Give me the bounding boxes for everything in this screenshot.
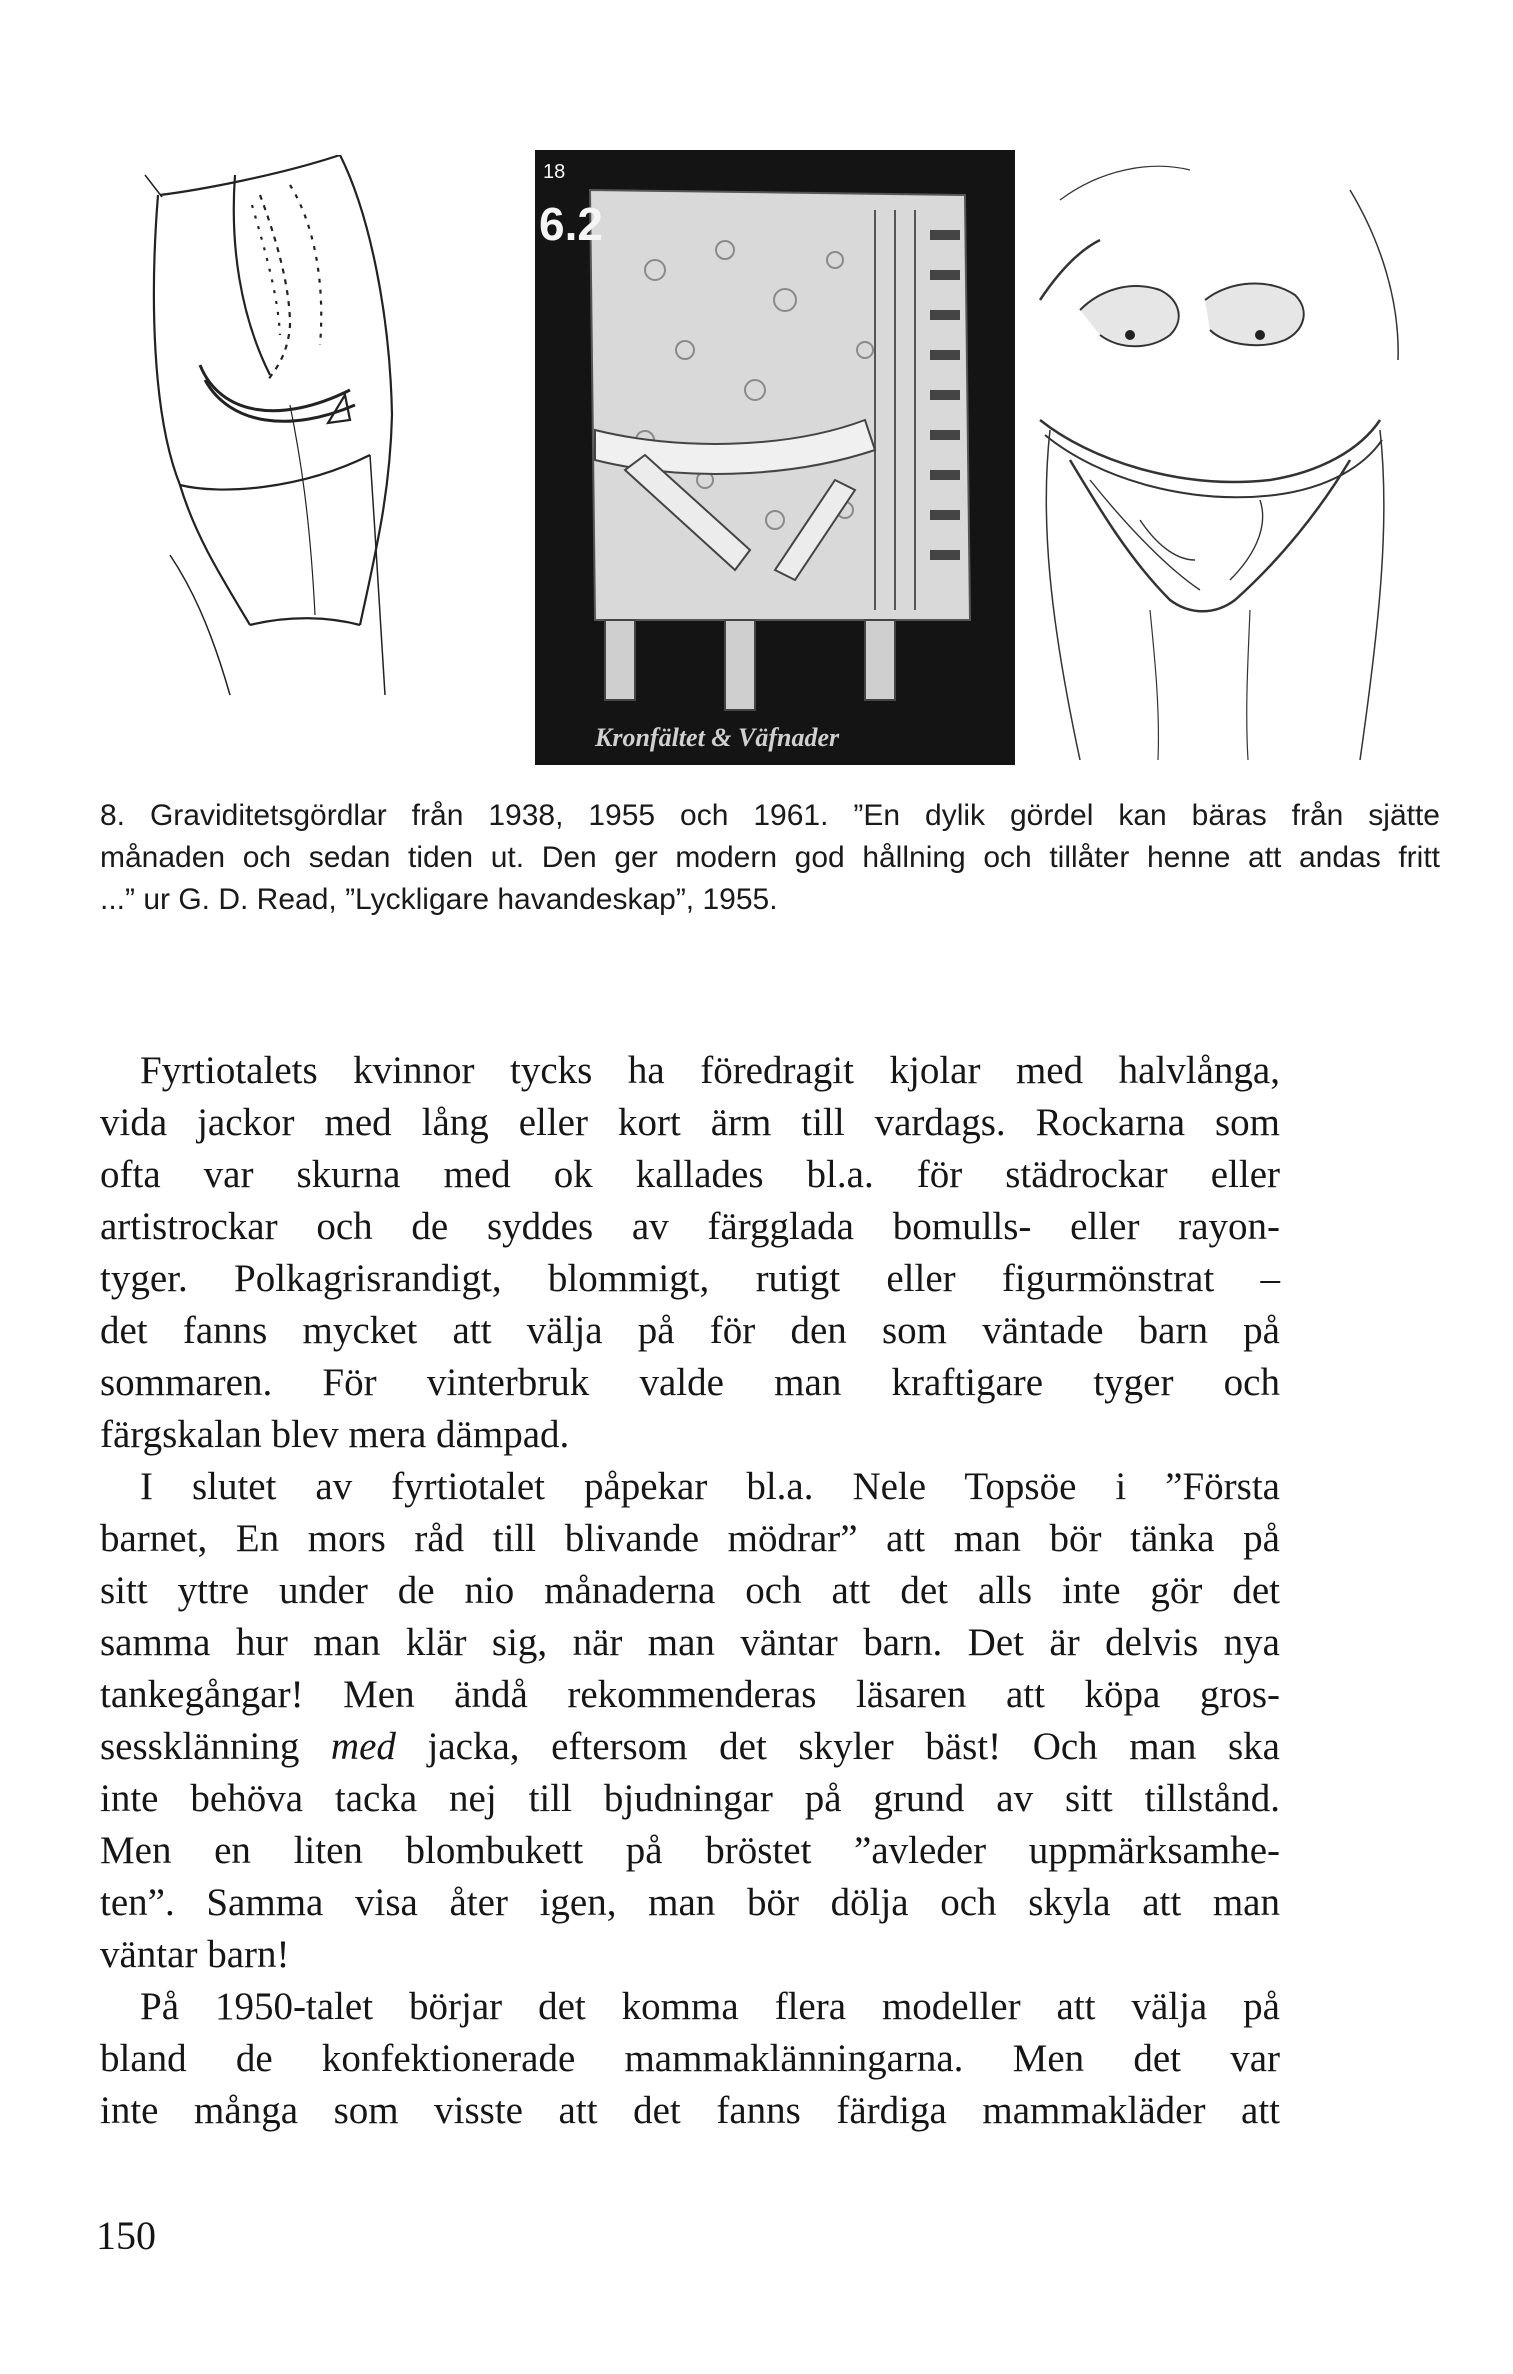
text-line: ten”. Samma visa åter igen, man bör dölja och skyla att man <box>100 1881 1280 1924</box>
text-segment: jacka, eftersom det skyler bäst! Och man ska <box>395 1725 1280 1768</box>
text-line: tyger. Polkagrisrandigt, blommigt, rutigt eller figurmönstrat – <box>100 1257 1280 1300</box>
body-text <box>100 1045 1280 2137</box>
text-line: väntar barn! <box>100 1933 290 1976</box>
girdle-1961-illustration <box>1020 160 1420 770</box>
text-line: På 1950-talet börjar det komma flera modeller att välja på <box>140 1985 1280 2028</box>
text-line: inte många som visste att det fanns färdiga mammakläder att <box>100 2089 1280 2132</box>
text-line: barnet, En mors råd till blivande mödrar” att man bör tänka på <box>100 1517 1280 1560</box>
text-line: sitt yttre under de nio månaderna och att det alls inte gör det <box>100 1569 1280 1612</box>
caption-line: månaden och sedan tiden ut. Den ger modern god hållning och tillåter henne att andas fritt <box>100 841 1440 874</box>
paragraph <box>100 1461 1280 1981</box>
center-image-brand: Kronfältet & Väfnader <box>595 723 840 752</box>
text-line: tankegångar! Men ändå rekommenderas läsaren att köpa gros- <box>100 1673 1280 1716</box>
text-line: Men en liten blombukett på bröstet ”avleder uppmärksamhe- <box>100 1829 1280 1872</box>
figure-caption <box>100 795 1440 921</box>
text-line: färgskalan blev mera dämpad. <box>100 1413 570 1456</box>
paragraph <box>100 1045 1280 1461</box>
page-number: 150 <box>96 2213 156 2258</box>
text-line: samma hur man klär sig, när man väntar barn. Det är delvis nya <box>100 1621 1280 1664</box>
text-line: sommaren. För vinterbruk valde man kraftigare tyger och <box>100 1361 1280 1404</box>
text-line: Fyrtiotalets kvinnor tycks ha föredragit kjolar med halvlånga, <box>140 1049 1280 1092</box>
text-line: artistrockar och de syddes av färgglada bomulls- eller rayon- <box>100 1205 1280 1248</box>
girdle-1955-illustration <box>535 150 1015 765</box>
text-line-with-italic <box>100 1721 1280 1773</box>
text-line: I slutet av fyrtiotalet påpekar bl.a. Nele Topsöe i ”Första <box>140 1465 1280 1508</box>
text-line: vida jackor med lång eller kort ärm till vardags. Rockarna som <box>100 1101 1280 1144</box>
center-image-price: 6.2 <box>539 198 603 250</box>
text-line: inte behöva tacka nej till bjudningar på grund av sitt tillstånd. <box>100 1777 1280 1820</box>
caption-line: ...” ur G. D. Read, ”Lyckligare havandeskap”, 1955. <box>100 883 778 916</box>
paragraph <box>100 1981 1280 2137</box>
center-image-number: 18 <box>543 161 566 183</box>
text-line: det fanns mycket att välja på för den som väntade barn på <box>100 1309 1280 1352</box>
text-line: ofta var skurna med ok kallades bl.a. för städrockar eller <box>100 1153 1280 1196</box>
emphasized-word: med <box>330 1725 396 1768</box>
text-segment: sessklänning <box>100 1725 331 1768</box>
girdle-1938-illustration <box>140 155 430 715</box>
text-line: bland de konfektionerade mammaklänningarna. Men det var <box>100 2037 1280 2080</box>
caption-line: 8. Graviditetsgördlar från 1938, 1955 och 1961. ”En dylik gördel kan bäras från sjätte <box>100 799 1440 832</box>
